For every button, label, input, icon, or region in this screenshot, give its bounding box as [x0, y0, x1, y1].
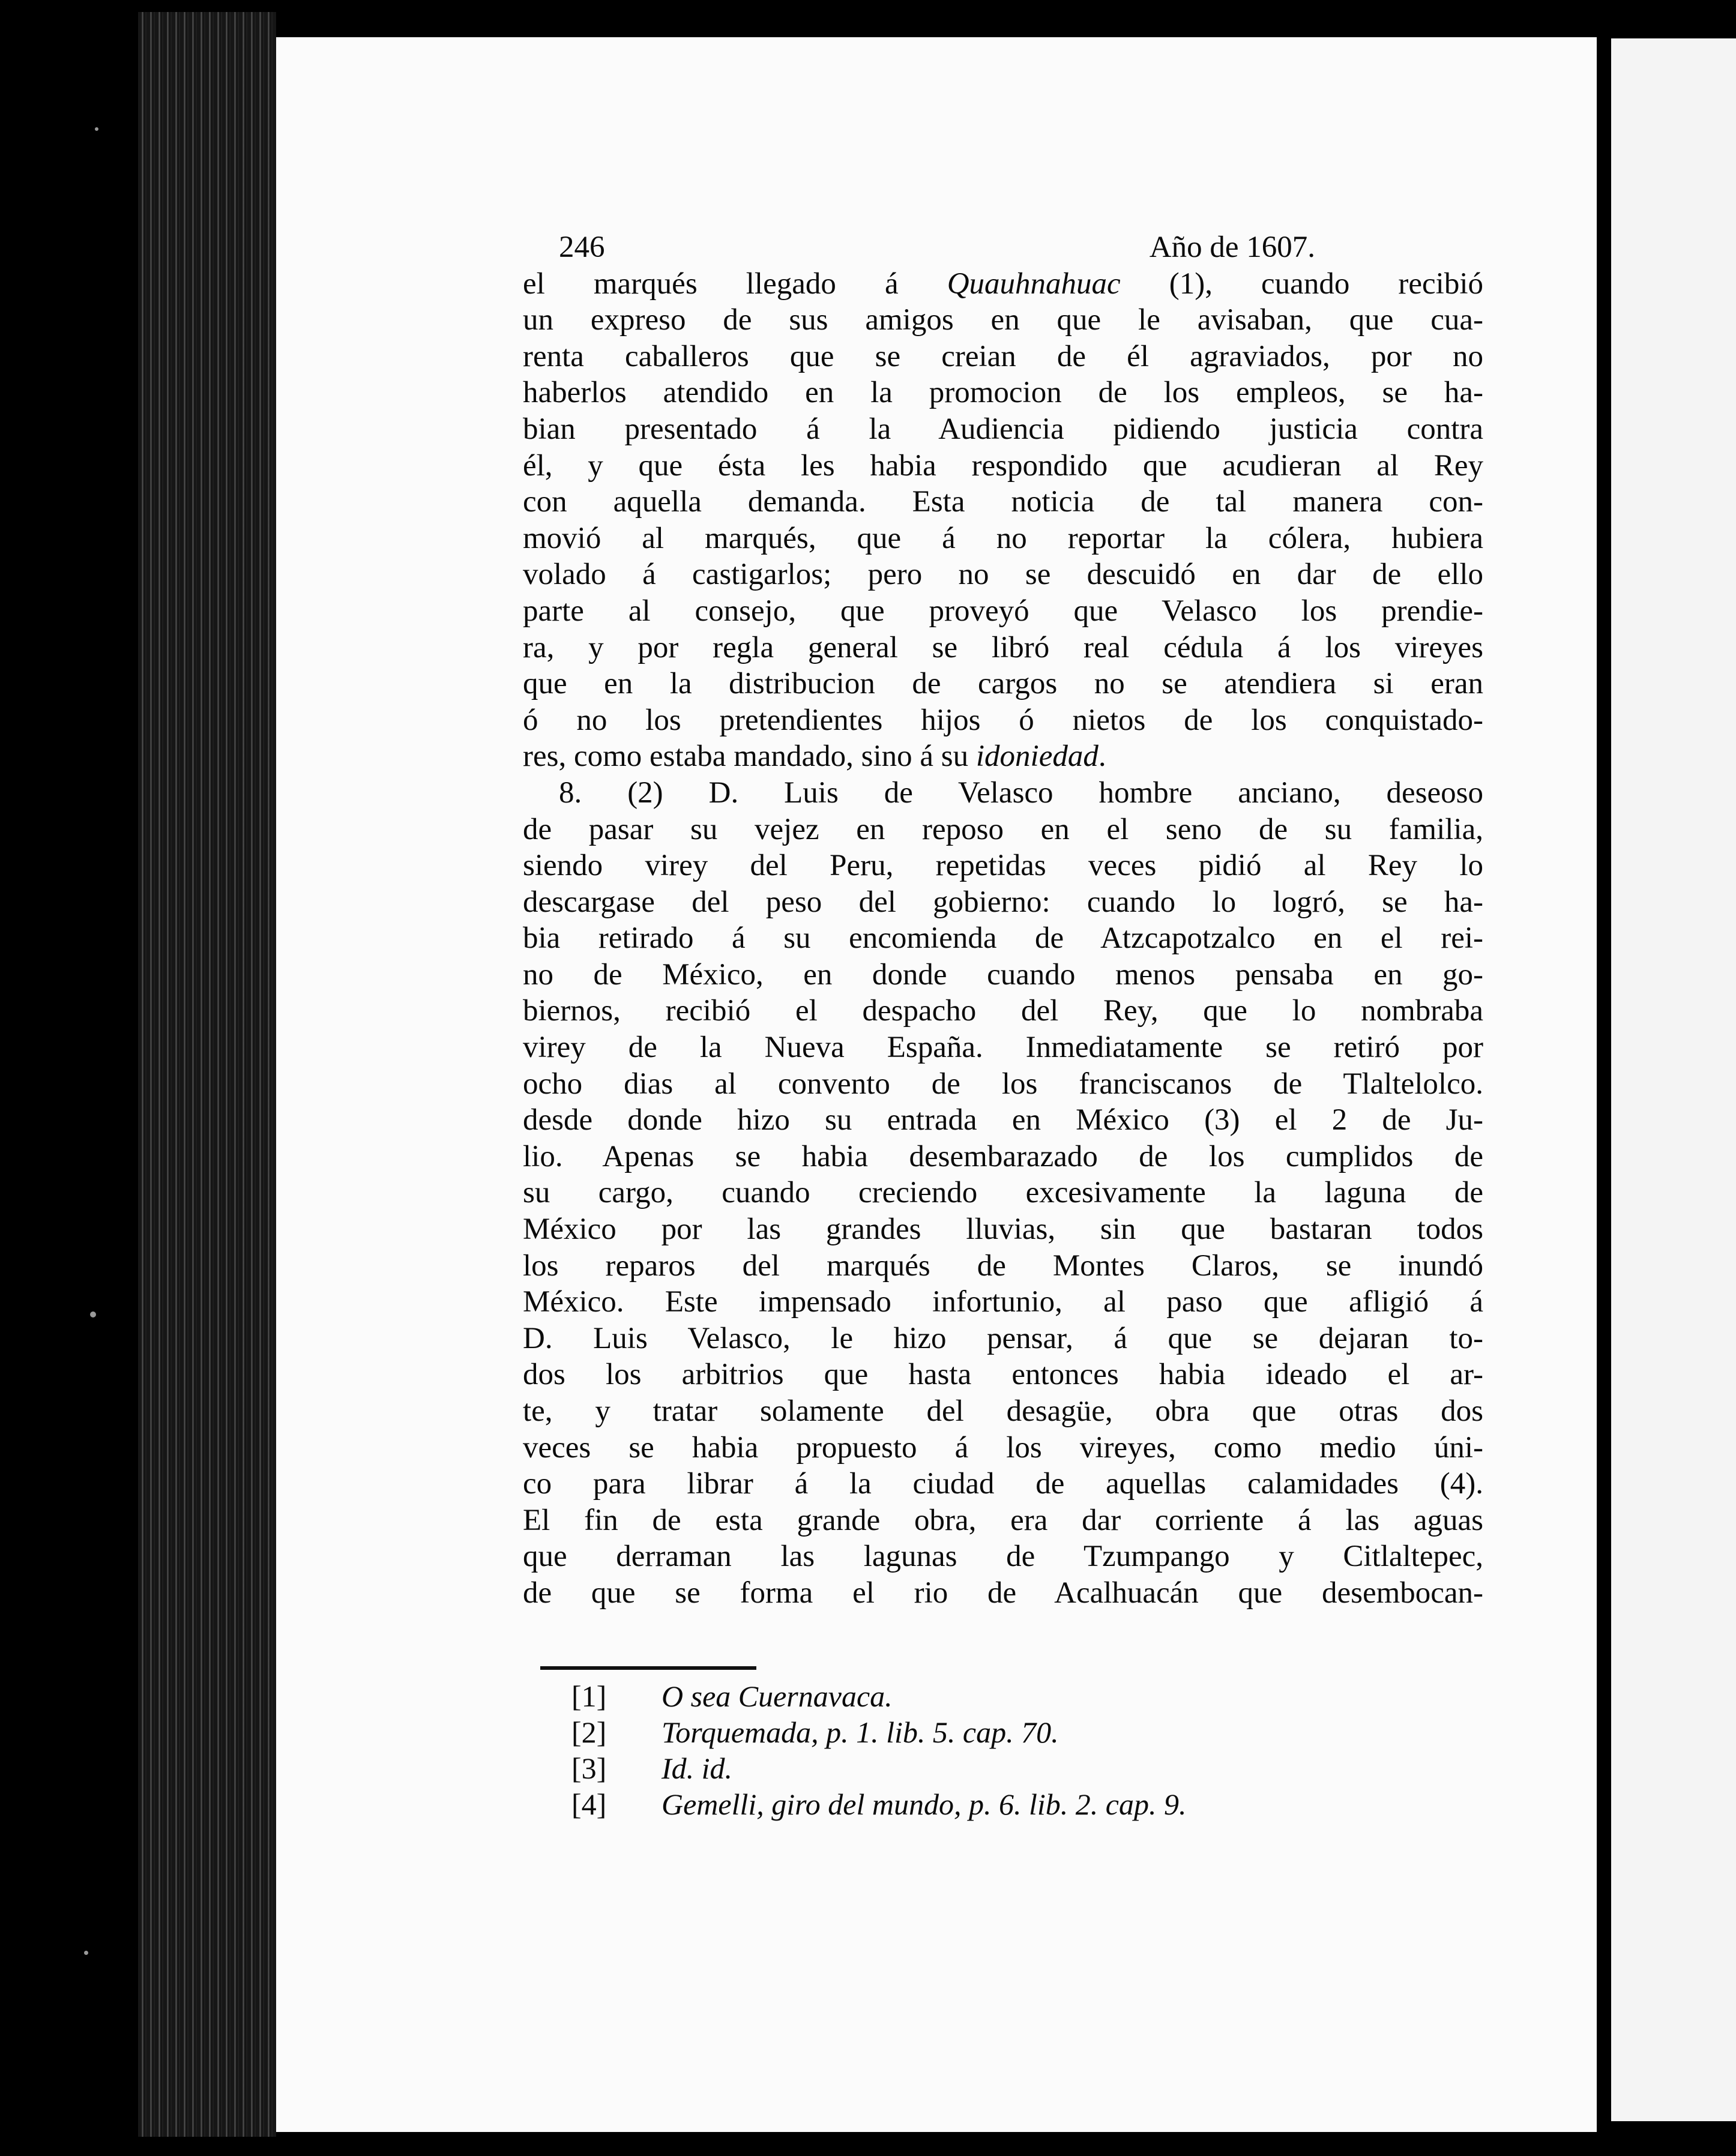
- text-line: 8. (2) D. Luis de Velasco hombre anciano, deseoso: [559, 775, 1483, 810]
- text-line: México. Este impensado infortunio, al paso que afligió á: [523, 1285, 1483, 1319]
- text-line: ra, y por regla general se libró real cédula á los vireyes: [523, 630, 1483, 664]
- scan-speck: [95, 127, 98, 131]
- footnote: [571, 1786, 1186, 1822]
- text-line: D. Luis Velasco, le hizo pensar, á que se dejaran to-: [523, 1321, 1483, 1355]
- text-line: lio. Apenas se habia desembarazado de los cumplidos de: [523, 1139, 1483, 1173]
- text-line: México por las grandes lluvias, sin que bastaran todos: [523, 1212, 1483, 1247]
- text-line: bia retirado á su encomienda de Atzcapotzalco en el rei-: [523, 921, 1483, 956]
- text-line: los reparos del marqués de Montes Claros, se inundó: [523, 1248, 1483, 1283]
- text-line: que en la distribucion de cargos no se atendiera si eran: [523, 667, 1483, 701]
- body-paragraphs: [523, 266, 1483, 1612]
- text-line: res, como estaba mandado, sino á su idoniedad.: [523, 739, 1106, 774]
- text-line: de pasar su vejez en reposo en el seno de su familia,: [523, 812, 1483, 846]
- text-line: ó no los pretendientes hijos ó nietos de los conquistado-: [523, 703, 1483, 737]
- text-line: virey de la Nueva España. Inmediatamente se retiró por: [523, 1031, 1483, 1065]
- text-line: parte al consejo, que proveyó que Velasco los prendie-: [523, 594, 1483, 628]
- text-line: movió al marqués, que á no reportar la cólera, hubiera: [523, 521, 1483, 555]
- scan-speck: [84, 1951, 88, 1955]
- text-line: te, y tratar solamente del desagüe, obra que otras dos: [523, 1394, 1483, 1428]
- text-line: El fin de esta grande obra, era dar corriente á las aguas: [523, 1503, 1483, 1537]
- footnote: [571, 1750, 1186, 1786]
- footnote: [571, 1714, 1186, 1750]
- text-line: ocho dias al convento de los franciscanos de Tlaltelolco.: [523, 1067, 1483, 1101]
- footnote-rule: [540, 1666, 756, 1670]
- running-title: Año de 1607.: [1149, 230, 1315, 264]
- scan-speck: [90, 1311, 96, 1317]
- text-line: desde donde hizo su entrada en México (3) el 2 de Ju-: [523, 1103, 1483, 1137]
- text-line: con aquella demanda. Esta noticia de tal manera con-: [523, 485, 1483, 519]
- text-line: bian presentado á la Audiencia pidiendo justicia contra: [523, 412, 1483, 446]
- text-line: un expreso de sus amigos en que le avisaban, que cua-: [523, 303, 1483, 337]
- text-line: volado á castigarlos; pero no se descuidó en dar de ello: [523, 558, 1483, 592]
- text-line: dos los arbitrios que hasta entonces habia ideado el ar-: [523, 1358, 1483, 1392]
- text-line: el marqués llegado á Quauhnahuac (1), cuando recibió: [523, 266, 1484, 301]
- text-line: renta caballeros que se creian de él agraviados, por no: [523, 339, 1483, 373]
- footnote-number: [3]: [571, 1751, 607, 1785]
- footnote-number: [1]: [571, 1679, 607, 1713]
- text-line: de que se forma el rio de Acalhuacán que desembocan-: [523, 1576, 1483, 1610]
- text-line: biernos, recibió el despacho del Rey, que lo nombraba: [523, 994, 1483, 1028]
- text-line: no de México, en donde cuando menos pensaba en go-: [523, 957, 1483, 992]
- text-line: haberlos atendido en la promocion de los empleos, se ha-: [523, 376, 1483, 410]
- footnote-number: [4]: [571, 1787, 607, 1821]
- book-spine-edge: [138, 12, 276, 2137]
- text-line: su cargo, cuando creciendo excesivamente la laguna de: [523, 1176, 1483, 1210]
- footnote-text: Id. id.: [662, 1751, 733, 1785]
- adjacent-page-edge: [1611, 38, 1736, 2121]
- footnote-text: O sea Cuernavaca.: [662, 1679, 893, 1713]
- text-line: veces se habia propuesto á los vireyes, como medio úni-: [523, 1430, 1483, 1465]
- running-head: [523, 229, 1315, 266]
- page-text: [523, 229, 1483, 1612]
- footnote: [571, 1678, 1186, 1714]
- text-line: él, y que ésta les habia respondido que acudieran al Rey: [523, 448, 1483, 483]
- text-line: siendo virey del Peru, repetidas veces pidió al Rey lo: [523, 849, 1483, 883]
- footnote-text: Torquemada, p. 1. lib. 5. cap. 70.: [662, 1715, 1059, 1749]
- text-line: co para librar á la ciudad de aquellas calamidades (4).: [523, 1467, 1483, 1501]
- text-line: que derraman las lagunas de Tzumpango y Citlaltepec,: [523, 1540, 1483, 1574]
- footnote-text: Gemelli, giro del mundo, p. 6. lib. 2. cap. 9.: [662, 1787, 1187, 1821]
- text-line: descargase del peso del gobierno: cuando lo logró, se ha-: [523, 885, 1483, 919]
- page-number: 246: [559, 230, 605, 264]
- footnote-number: [2]: [571, 1715, 607, 1749]
- footnotes: [571, 1678, 1186, 1822]
